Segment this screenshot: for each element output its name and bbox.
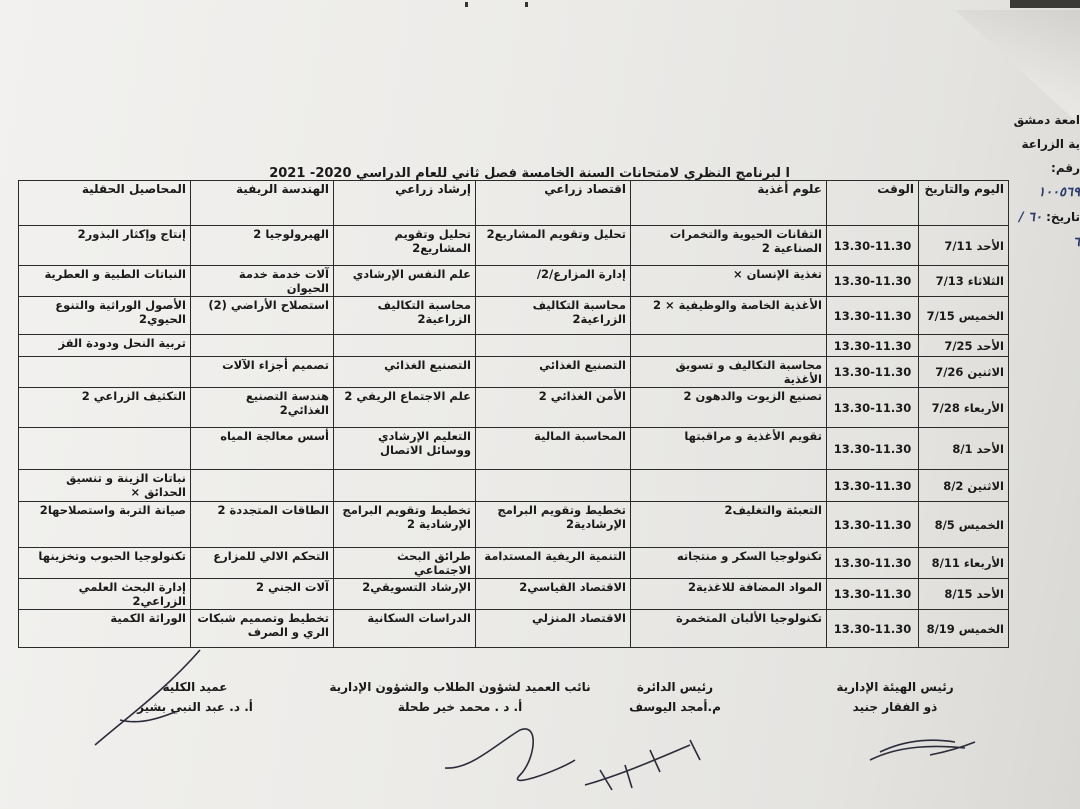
page-title: ا لبرنامج النظري لامتحانات السنة الخامسة فصل ثاني للعام الدراسي 2020- 2021 (269, 166, 790, 181)
time-cell: 13.30-11.30 (827, 548, 919, 579)
course-cell: الأمن الغذائي 2 (476, 388, 631, 428)
time-cell: 13.30-11.30 (827, 335, 919, 357)
course-cell: التعليم الإرشادي ووسائل الاتصال (334, 428, 476, 470)
course-cell: استصلاح الأراضي (2) (191, 297, 334, 335)
day-date-cell: الأحد 7/25 (919, 335, 1009, 357)
time-cell: 13.30-11.30 (827, 502, 919, 548)
course-cell: محاسبة التكاليف و تسويق الأغذية (631, 357, 827, 388)
signer-role: نائب العميد لشؤون الطلاب والشؤون الإدارية (329, 680, 591, 694)
course-cell: النباتات الطبية و العطرية (19, 266, 191, 297)
signer-name: ذو الفقار جنيد (852, 700, 938, 714)
course-cell: الإرشاد التسويقي2 (334, 579, 476, 610)
signer-name: أ. د. عبد النبي بشير (137, 700, 253, 714)
course-cell: تحليل وتقويم المشاريع2 (334, 226, 476, 266)
column-header: اليوم والتاريخ (919, 181, 1009, 226)
ref-label: رقم (1055, 161, 1080, 175)
course-cell: تكنولوجيا السكر و منتجاته (631, 548, 827, 579)
course-cell: تخطيط وتصميم شبكات الري و الصرف (191, 610, 334, 648)
signer-role: رئيس الدائرة (636, 680, 714, 694)
day-date-cell: الأربعاء 7/28 (919, 388, 1009, 428)
day-date-cell: الثلاثاء 7/13 (919, 266, 1009, 297)
time-cell: 13.30-11.30 (827, 297, 919, 335)
column-header: اقتصاد زراعي (476, 181, 631, 226)
signer-role: رئيس الهيئة الإدارية (836, 680, 954, 694)
time-cell: 13.30-11.30 (827, 266, 919, 297)
course-cell: تصميم أجزاء الآلات (191, 357, 334, 388)
time-cell: 13.30-11.30 (827, 610, 919, 648)
course-cell: نباتات الزينة و تنسيق الحدائق × (19, 470, 191, 502)
course-cell: آلات الجني 2 (191, 579, 334, 610)
day-date-cell: الخميس 8/5 (919, 502, 1009, 548)
ref-number: ١٠٠٥٦٩ (1038, 185, 1080, 200)
course-cell: المواد المضافة للاغذية2 (631, 579, 827, 610)
course-cell: التقانات الحيوية والتخمرات الصناعية 2 (631, 226, 827, 266)
course-cell: علم الاجتماع الريفي 2 (334, 388, 476, 428)
course-cell: تخطيط وتقويم البرامج الإرشادية 2 (334, 502, 476, 548)
signer-role: عميد الكلية (162, 680, 228, 694)
day-date-cell: الأحد 7/11 (919, 226, 1009, 266)
signer-name: أ. د . محمد خير طحلة (397, 700, 523, 714)
column-header: المحاصيل الحقلية (19, 181, 191, 226)
course-cell: تكنولوجيا الألبان المتخمرة (631, 610, 827, 648)
course-cell: آلات خدمة خدمة الحيوان (191, 266, 334, 297)
column-header: الهندسة الريفية (191, 181, 334, 226)
course-cell: طرائق البحث الاجتماعي (334, 548, 476, 579)
vice-dean-signature-scribble (445, 729, 575, 780)
course-cell: صيانة التربة واستصلاحها2 (19, 502, 191, 548)
admin-head-signature-scribble (870, 740, 975, 760)
course-cell: الاقتصاد القياسي2 (476, 579, 631, 610)
course-cell: تخطيط وتقويم البرامج الإرشادية2 (476, 502, 631, 548)
course-cell: التحكم الالي للمزارع (191, 548, 334, 579)
course-cell: تكنولوجيا الحبوب وتخزينها (19, 548, 191, 579)
course-cell: الأغذية الخاصة والوظيفية × 2 (631, 297, 827, 335)
department-head-signature-scribble (585, 740, 700, 790)
course-cell: الطاقات المتجددة 2 (191, 502, 334, 548)
time-cell: 13.30-11.30 (827, 226, 919, 266)
column-header: إرشاد زراعي (334, 181, 476, 226)
reference-line: رقم: ١٠٠٥٦٩ (1038, 161, 1080, 200)
course-cell: التصنيع الغذائي (334, 357, 476, 388)
date-line: تاريخ: ٦٠ / ٦ (1018, 210, 1080, 250)
course-cell: التعبئة والتغليف2 (631, 502, 827, 548)
course-cell: إدارة البحث العلمي الزراعي2 (19, 579, 191, 610)
day-date-cell: الخميس 7/15 (919, 297, 1009, 335)
time-cell: 13.30-11.30 (827, 470, 919, 502)
course-cell: تربية النحل ودودة القز (19, 335, 191, 357)
course-cell: محاسبة التكاليف الزراعية2 (334, 297, 476, 335)
day-date-cell: الاثنين 8/2 (919, 470, 1009, 502)
course-cell: الاقتصاد المنزلي (476, 610, 631, 648)
time-cell: 13.30-11.30 (827, 357, 919, 388)
course-cell: التنمية الريفية المستدامة (476, 548, 631, 579)
time-cell: 13.30-11.30 (827, 579, 919, 610)
column-header: الوقت (827, 181, 919, 226)
dean-signature-scribble (95, 650, 200, 745)
course-cell: تحليل وتقويم المشاريع2 (476, 226, 631, 266)
course-cell: التكثيف الزراعي 2 (19, 388, 191, 428)
course-cell: إنتاج وإكثار البذور2 (19, 226, 191, 266)
date-label: تاريخ (1050, 210, 1080, 224)
course-cell: تغذية الإنسان × (631, 266, 827, 297)
course-cell: هندسة التصنيع الغذائي2 (191, 388, 334, 428)
course-cell: الوراثة الكمية (19, 610, 191, 648)
course-cell: علم النفس الإرشادي (334, 266, 476, 297)
time-cell: 13.30-11.30 (827, 428, 919, 470)
course-cell: تقويم الأغذية و مراقبتها (631, 428, 827, 470)
course-cell: أسس معالجة المياه (191, 428, 334, 470)
course-cell: الهيرولوجيا 2 (191, 226, 334, 266)
course-cell: الدراسات السكانية (334, 610, 476, 648)
university-name: امعة دمشق (1013, 113, 1080, 127)
day-date-cell: الأحد 8/15 (919, 579, 1009, 610)
day-date-cell: الأربعاء 8/11 (919, 548, 1009, 579)
day-date-cell: الاثنين 7/26 (919, 357, 1009, 388)
column-header: علوم أغذية (631, 181, 827, 226)
course-cell: المحاسبة المالية (476, 428, 631, 470)
course-cell: إدارة المزارع/2/ (476, 266, 631, 297)
signer-name: م.أمجد اليوسف (629, 700, 721, 714)
day-date-cell: الأحد 8/1 (919, 428, 1009, 470)
course-cell: تصنيع الزيوت والدهون 2 (631, 388, 827, 428)
course-cell: محاسبة التكاليف الزراعية2 (476, 297, 631, 335)
faculty-name: ية الزراعة (1021, 137, 1080, 151)
date-value: ٦٠ / ٦ (1018, 210, 1080, 250)
course-cell: الأصول الوراثية والتنوع الحيوي2 (19, 297, 191, 335)
time-cell: 13.30-11.30 (827, 388, 919, 428)
day-date-cell: الخميس 8/19 (919, 610, 1009, 648)
course-cell: التصنيع الغذائي (476, 357, 631, 388)
